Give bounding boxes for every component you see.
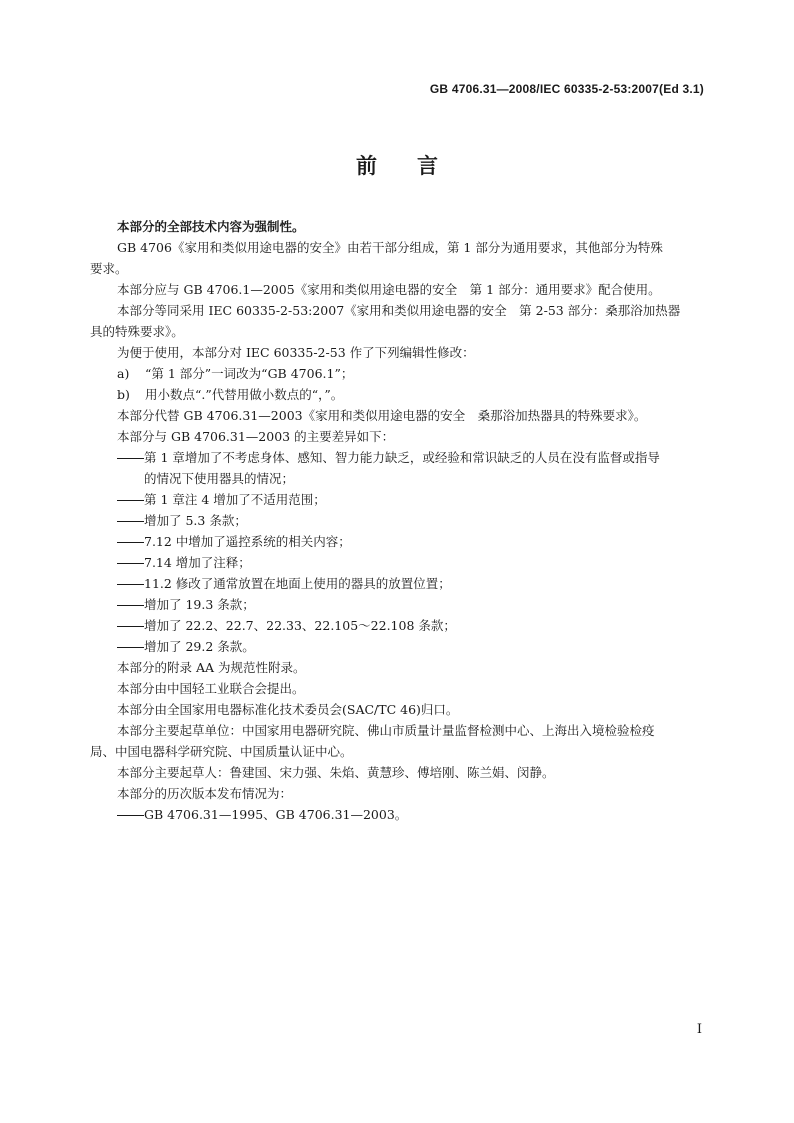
- list-text-b: 用小数点“.”代替用做小数点的“，”。: [145, 387, 344, 402]
- paragraph-equivalence-line1: 本部分等同采用 IEC 60335-2-53:2007《家用和类似用途电器的安全 第 2-53 部分：桑那浴加热器: [117, 303, 681, 318]
- difference-item: [90, 573, 706, 594]
- list-marker-b: b): [117, 387, 130, 402]
- em-dash: [117, 815, 144, 816]
- em-dash: [117, 647, 144, 648]
- paragraph-drafting-units-line1: 本部分主要起草单位：中国家用电器研究院、佛山市质量计量监督检测中心、上海出入境检验检疫: [117, 723, 655, 738]
- difference-item: [90, 531, 706, 552]
- em-dash: [117, 563, 144, 564]
- page-title: 前言: [356, 154, 478, 178]
- paragraph-differences-intro: 本部分与 GB 4706.31—2003 的主要差异如下：: [117, 429, 395, 444]
- difference-text: 增加了 22.2、22.7、22.33、22.105～22.108 条款；: [144, 618, 456, 633]
- page-number: I: [696, 1022, 702, 1037]
- difference-item: [90, 447, 706, 489]
- difference-text: 增加了 5.3 条款；: [144, 513, 247, 528]
- paragraph-history-intro: 本部分的历次版本发布情况为：: [117, 786, 293, 801]
- difference-item: [90, 636, 706, 657]
- difference-text: 增加了 19.3 条款；: [144, 597, 255, 612]
- list-item-b: [90, 384, 706, 405]
- history-item: [90, 804, 706, 825]
- difference-text: 7.14 增加了注释；: [144, 555, 251, 570]
- difference-text: 第 1 章注 4 增加了不适用范围；: [144, 492, 326, 507]
- em-dash: [117, 542, 144, 543]
- standard-code-header: GB 4706.31—2008/IEC 60335-2-53:2007(Ed 3.1): [429, 82, 704, 96]
- em-dash: [117, 605, 144, 606]
- em-dash: [117, 500, 144, 501]
- difference-text-continued: 的情况下使用器具的情况；: [144, 471, 295, 486]
- paragraph-annex: 本部分的附录 AA 为规范性附录。: [117, 660, 306, 675]
- paragraph-drafting-units-line2: 局、中国电器科学研究院、中国质量认证中心。: [90, 744, 353, 759]
- list-marker-a: a): [117, 366, 130, 381]
- em-dash: [117, 521, 144, 522]
- mandatory-statement: 本部分的全部技术内容为强制性。: [117, 219, 305, 234]
- paragraph-structure-line1: GB 4706《家用和类似用途电器的安全》由若干部分组成，第 1 部分为通用要求，其他部分为特殊: [117, 240, 663, 255]
- difference-item: [90, 552, 706, 573]
- difference-text: 7.12 中增加了遥控系统的相关内容；: [144, 534, 351, 549]
- paragraph-drafters: 本部分主要起草人：鲁建国、宋力强、朱焰、黄慧珍、傅培刚、陈兰娟、闵静。: [117, 765, 555, 780]
- paragraph-editorial: 为便于使用，本部分对 IEC 60335-2-53 作了下列编辑性修改：: [117, 345, 475, 360]
- foreword-body: [90, 216, 706, 825]
- em-dash: [117, 626, 144, 627]
- paragraph-administered-by: 本部分由全国家用电器标准化技术委员会(SAC/TC 46)归口。: [117, 702, 459, 717]
- list-text-a: “第 1 部分”一词改为“GB 4706.1”；: [145, 366, 354, 381]
- difference-text: 增加了 29.2 条款。: [144, 639, 255, 654]
- list-item-a: [90, 363, 706, 384]
- difference-text: 11.2 修改了通常放置在地面上使用的器具的放置位置；: [144, 576, 451, 591]
- paragraph-replaces: 本部分代替 GB 4706.31—2003《家用和类似用途电器的安全 桑那浴加热器具的特殊要求》。: [117, 408, 647, 423]
- paragraph-structure-line2: 要求。: [90, 261, 128, 276]
- history-text: GB 4706.31—1995、GB 4706.31—2003。: [144, 807, 408, 822]
- paragraph-proposed-by: 本部分由中国轻工业联合会提出。: [117, 681, 305, 696]
- difference-item: [90, 510, 706, 531]
- em-dash: [117, 458, 144, 459]
- em-dash: [117, 584, 144, 585]
- difference-item: [90, 594, 706, 615]
- difference-item: [90, 489, 706, 510]
- paragraph-use-with: 本部分应与 GB 4706.1—2005《家用和类似用途电器的安全 第 1 部分：通用要求》配合使用。: [117, 282, 661, 297]
- difference-item: [90, 615, 706, 636]
- paragraph-equivalence-line2: 具的特殊要求》。: [90, 324, 184, 339]
- difference-text: 第 1 章增加了不考虑身体、感知、智力能力缺乏，或经验和常识缺乏的人员在没有监督或指导: [144, 450, 660, 465]
